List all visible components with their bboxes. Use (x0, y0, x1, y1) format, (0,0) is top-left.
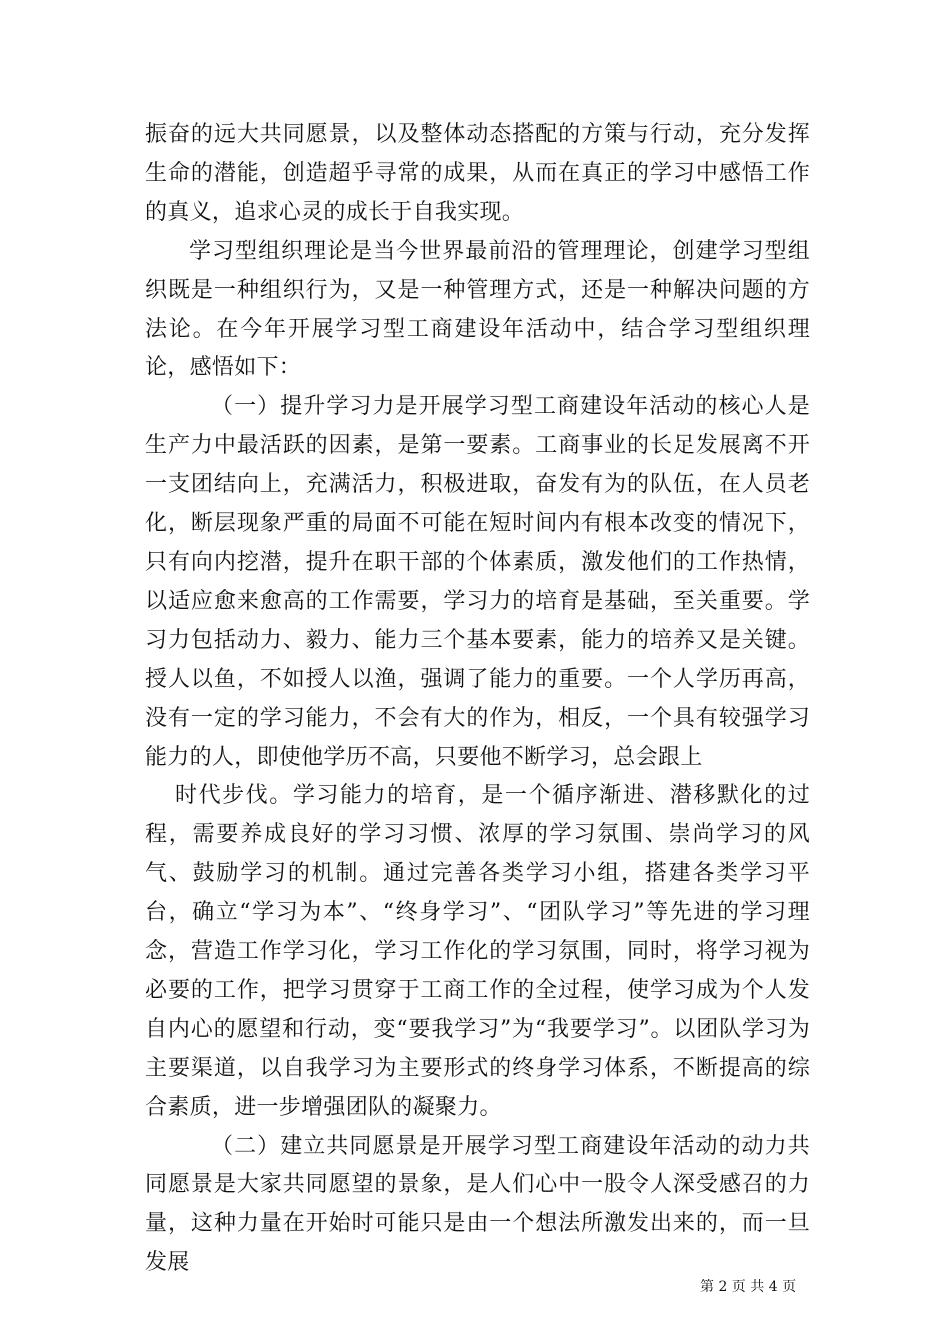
document-body (145, 116, 810, 1283)
paragraph-4: 时代步伐。学习能力的培育，是一个循序渐进、潜移默化的过程，需要养成良好的学习习惯、浓厚的学习氛围、崇尚学习的风气、鼓励学习的机制。通过完善各类学习小组，搭建各类学习平台，确立“学习为本”、“终身学习”、“团队学习”等先进的学习理念，营造工作学习化，学习工作化的学习氛围，同时，将学习视为必要的工作，把学习贯穿于工商工作的全过程，使学习成为个人发自内心的愿望和行动，变“要我学习”为“我要学习”。以团队学习为主要渠道，以自我学习为主要形式的终身学习体系，不断提高的综合素质，进一步增强团队的凝聚力。 (145, 783, 810, 1120)
page-number: 第 2 页 共 4 页 (700, 1279, 797, 1295)
paragraph-3: （一）提升学习力是开展学习型工商建设年活动的核心人是生产力中最活跃的因素，是第一要素。工商事业的长足发展离不开一支团结向上，充满活力，积极进取，奋发有为的队伍，在人员老化，断层现象严重的局面不可能在短时间内有根本改变的情况下，只有向内挖潜，提升在职干部的个体素质，激发他们的工作热情，以适应愈来愈高的工作需要，学习力的培育是基础，至关重要。学习力包括动力、毅力、能力三个基本要素，能力的培养又是关键。授人以鱼，不如授人以渔，强调了能力的重要。一个人学历再高，没有一定的学习能力，不会有大的作为，相反，一个具有较强学习能力的人，即使他学历不高，只要他不断学习，总会跟上 (145, 394, 810, 770)
paragraph-5: （二）建立共同愿景是开展学习型工商建设年活动的动力共同愿景是大家共同愿望的景象，是人们心中一股令人深受感召的力量，这种力量在开始时可能只是由一个想法所激发出来的，而一旦发展 (145, 1133, 810, 1276)
paragraph-2: 学习型组织理论是当今世界最前沿的管理理论，创建学习型组织既是一种组织行为，又是一种管理方式，还是一种解决问题的方法论。在今年开展学习型工商建设年活动中，结合学习型组织理论，感悟如下： (145, 238, 810, 381)
paragraph-1: 振奋的远大共同愿景，以及整体动态搭配的方策与行动，充分发挥生命的潜能，创造超乎寻常的成果，从而在真正的学习中感悟工作的真义，追求心灵的成长于自我实现。 (145, 122, 810, 225)
